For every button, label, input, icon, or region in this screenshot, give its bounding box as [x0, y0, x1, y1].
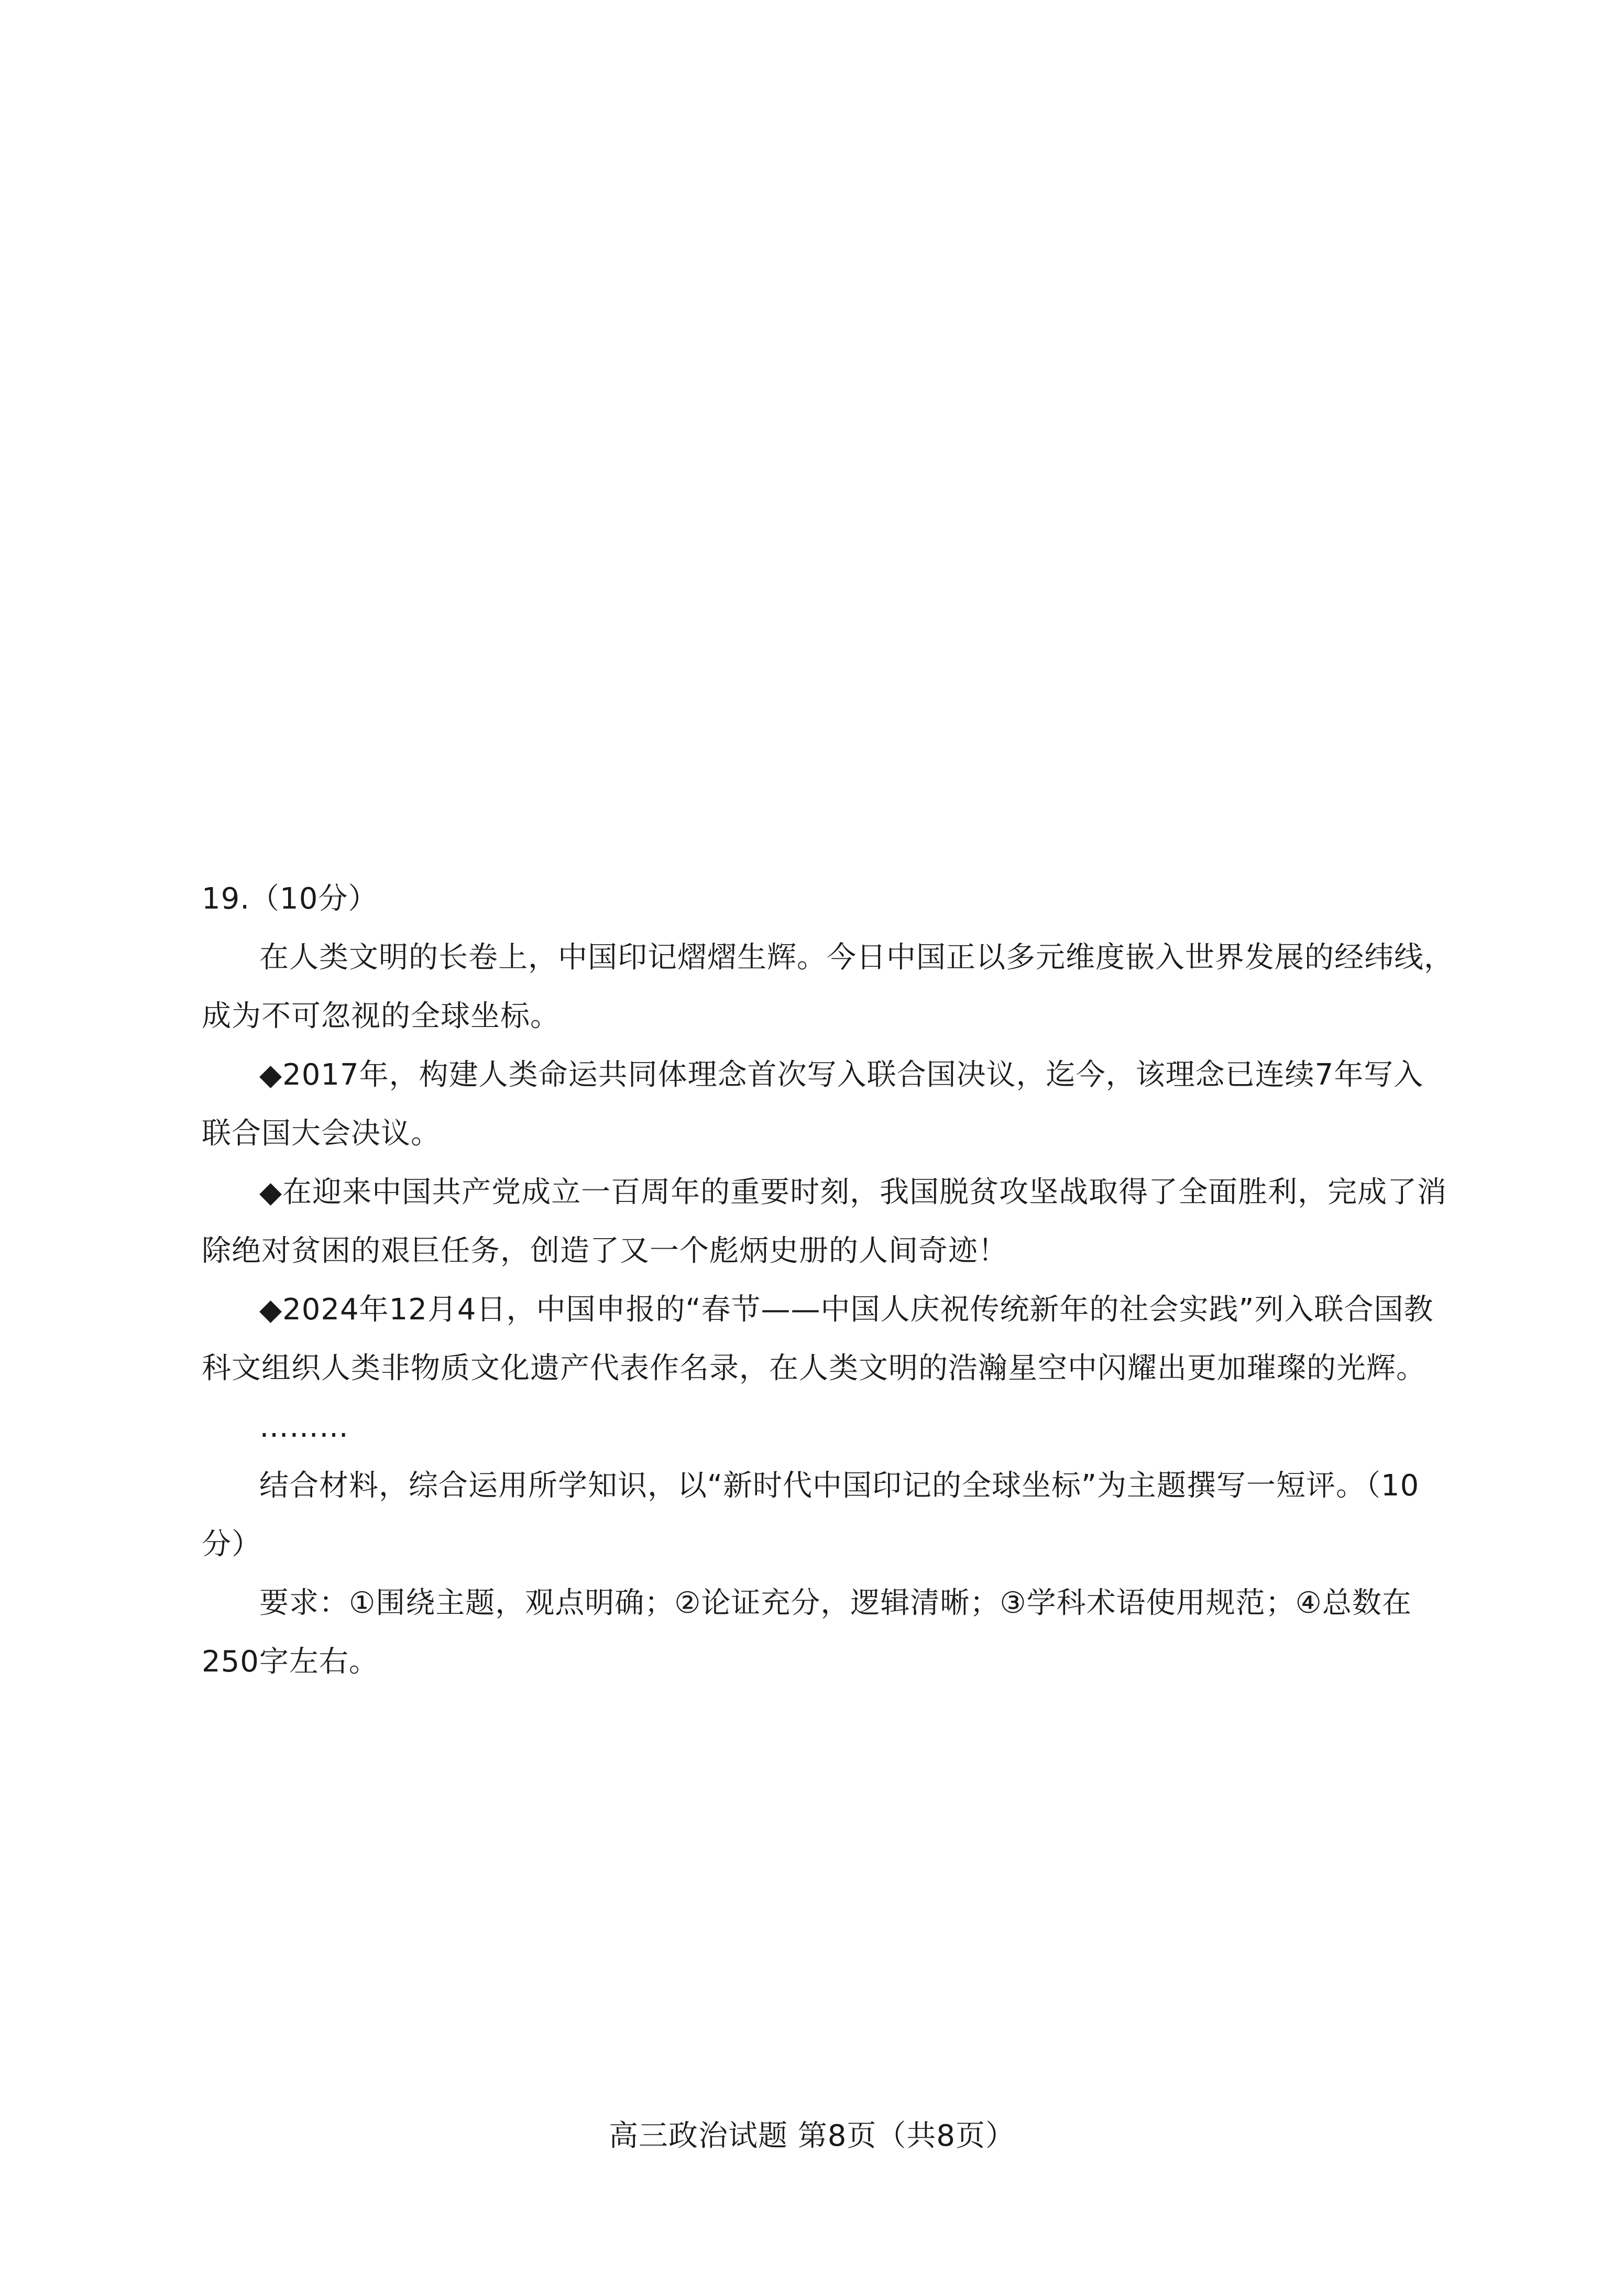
material-3-line-2: 科文组织人类非物质文化遗产代表作名录，在人类文明的浩瀚星空中闪耀出更加璀璨的光辉。	[202, 1351, 1426, 1385]
task-line-2: 分）	[202, 1527, 261, 1561]
material-1-line-2: 联合国大会决议。	[202, 1117, 441, 1151]
material-1-line-1: ◆2017年，构建人类命运共同体理念首次写入联合国决议，迄今，该理念已连续7年写入	[259, 1058, 1424, 1092]
intro-line-1: 在人类文明的长卷上，中国印记熠熠生辉。今日中国正以多元维度嵌入世界发展的经纬线，	[259, 941, 1454, 975]
page-footer: 高三政治试题 第8页（共8页）	[608, 2119, 1016, 2153]
intro-line-2: 成为不可忽视的全球坐标。	[202, 999, 560, 1033]
material-2-line-2: 除绝对贫困的艰巨任务，创造了又一个彪炳史册的人间奇迹！	[202, 1234, 1008, 1268]
requirements-line-2: 250字左右。	[202, 1645, 379, 1679]
ellipsis: ………	[259, 1410, 349, 1444]
question-number: 19.（10分）	[202, 882, 378, 916]
material-2-line-1: ◆在迎来中国共产党成立一百周年的重要时刻，我国脱贫攻坚战取得了全面胜利，完成了消	[259, 1175, 1447, 1209]
requirements-line-1: 要求：①围绕主题，观点明确；②论证充分，逻辑清晰；③学科术语使用规范；④总数在	[259, 1586, 1412, 1620]
question-19	[202, 870, 1454, 1691]
task-line-1: 结合材料，综合运用所学知识，以“新时代中国印记的全球坐标”为主题撰写一短评。（10	[259, 1469, 1420, 1503]
material-3-line-1: ◆2024年12月4日，中国申报的“春节——中国人庆祝传统新年的社会实践”列入联合国教	[259, 1293, 1434, 1327]
